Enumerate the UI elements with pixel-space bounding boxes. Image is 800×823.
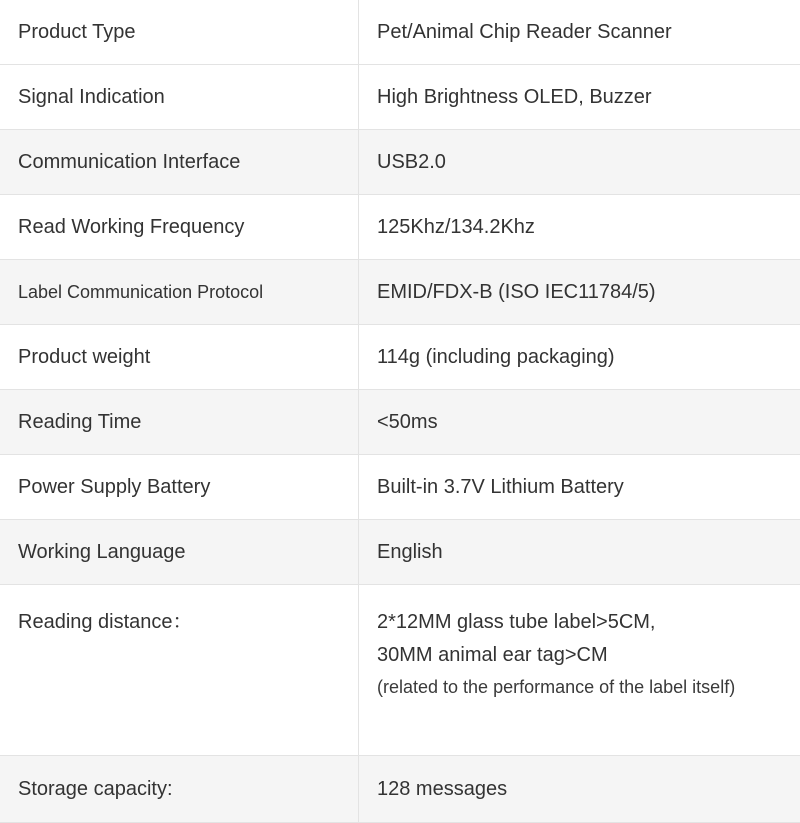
row-value: 125Khz/134.2Khz xyxy=(377,214,800,241)
row-label: Power Supply Battery xyxy=(18,474,340,501)
row-value: Pet/Animal Chip Reader Scanner xyxy=(377,19,800,46)
row-label: Communication Interface xyxy=(18,149,340,176)
table-row xyxy=(0,65,800,130)
row-label: Product Type xyxy=(18,19,340,46)
table-row xyxy=(0,756,800,823)
row-value-cell xyxy=(359,325,800,390)
row-value: Built-in 3.7V Lithium Battery xyxy=(377,474,800,501)
row-label-cell xyxy=(0,390,359,455)
row-value-cell xyxy=(359,756,800,823)
row-label-cell xyxy=(0,455,359,520)
table-row xyxy=(0,520,800,585)
row-label-cell xyxy=(0,195,359,260)
row-value-line-2: 30MM animal ear tag>CM xyxy=(377,642,800,669)
row-value-cell xyxy=(359,585,800,756)
row-label: Working Language xyxy=(18,539,340,566)
table-row xyxy=(0,195,800,260)
table-row xyxy=(0,130,800,195)
row-value-cell xyxy=(359,195,800,260)
row-value-cell xyxy=(359,390,800,455)
row-value: <50ms xyxy=(377,409,800,436)
row-value-cell xyxy=(359,0,800,65)
table-row xyxy=(0,455,800,520)
row-value-cell xyxy=(359,65,800,130)
row-label-cell xyxy=(0,260,359,325)
row-label-cell xyxy=(0,65,359,130)
row-value: USB2.0 xyxy=(377,149,800,176)
row-label-cell xyxy=(0,520,359,585)
row-label-cell xyxy=(0,130,359,195)
row-value: 128 messages xyxy=(377,776,800,803)
row-label: Storage capacity: xyxy=(18,776,340,803)
row-label-cell xyxy=(0,756,359,823)
row-value-note: (related to the performance of the label itself) xyxy=(377,675,800,699)
row-label: Signal Indication xyxy=(18,84,340,111)
row-label: Reading distance： xyxy=(18,609,340,636)
row-label-cell xyxy=(0,585,359,756)
row-label: Reading Time xyxy=(18,409,340,436)
row-value: High Brightness OLED, Buzzer xyxy=(377,84,800,111)
row-value-cell xyxy=(359,455,800,520)
table-row xyxy=(0,260,800,325)
row-label-cell xyxy=(0,325,359,390)
row-label-cell xyxy=(0,0,359,65)
table-row xyxy=(0,0,800,65)
row-value-cell xyxy=(359,260,800,325)
table-row xyxy=(0,585,800,756)
table-row xyxy=(0,390,800,455)
row-label: Read Working Frequency xyxy=(18,214,340,241)
row-value: 114g (including packaging) xyxy=(377,344,800,371)
table-row xyxy=(0,325,800,390)
row-value-cell xyxy=(359,520,800,585)
row-label: Label Communication Protocol xyxy=(18,280,340,304)
row-value: English xyxy=(377,539,800,566)
row-value-line-1: 2*12MM glass tube label>5CM, xyxy=(377,609,800,636)
row-value: EMID/FDX-B (ISO IEC11784/5) xyxy=(377,279,800,306)
row-label: Product weight xyxy=(18,344,340,371)
row-value-cell xyxy=(359,130,800,195)
